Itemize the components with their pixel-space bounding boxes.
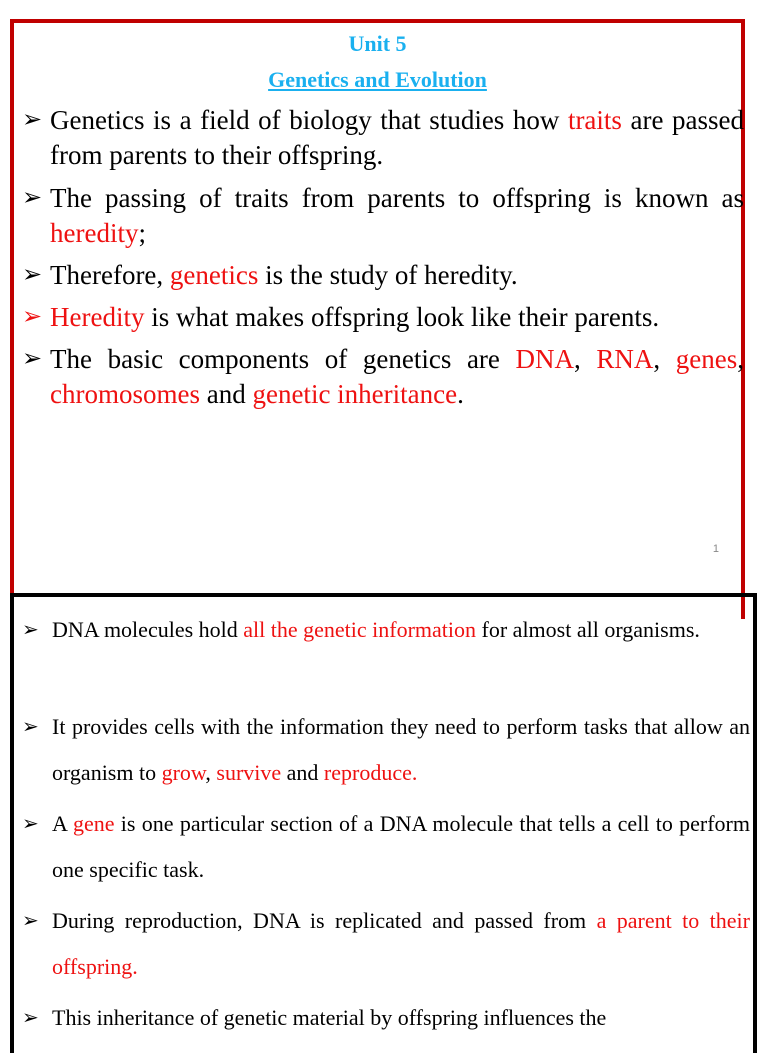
- text-segment: It provides cells with the information they need to perform tasks that allow an organism to: [52, 714, 750, 785]
- text-segment: and: [199, 379, 253, 409]
- bullet-item: [22, 898, 750, 990]
- slide-1: [10, 19, 745, 619]
- text-segment: ;: [138, 218, 146, 248]
- highlighted-term: grow: [161, 760, 206, 785]
- bullet-item: [22, 607, 750, 653]
- bullet-text: [50, 103, 744, 173]
- bullet-text: [50, 342, 744, 412]
- highlighted-term: traits: [567, 105, 622, 135]
- highlighted-term: RNA: [596, 344, 654, 374]
- highlighted-term: genetic inheritance: [252, 379, 458, 409]
- bullet-text: [52, 995, 750, 1041]
- arrow-bullet-icon: ➢: [22, 1007, 39, 1029]
- text-segment: Genetics is a field of biology that studies how: [50, 105, 568, 135]
- highlighted-term: all the genetic information: [243, 617, 477, 642]
- bullet-item: [22, 704, 750, 796]
- highlighted-term: a parent to their offspring.: [52, 908, 750, 979]
- arrow-bullet-icon: ➢: [22, 813, 39, 835]
- text-segment: and: [281, 760, 324, 785]
- highlighted-term: survive: [216, 760, 282, 785]
- arrow-bullet-icon: ➢: [22, 910, 39, 932]
- text-segment: are passed from parents to their offspring.: [50, 105, 744, 170]
- highlighted-term: DNA: [515, 344, 575, 374]
- text-segment: This inheritance of genetic material by offspring influences the: [52, 1005, 607, 1030]
- bullet-item: [22, 801, 750, 893]
- text-segment: is what makes offspring look like their parents.: [144, 302, 660, 332]
- bullet-item: [22, 181, 744, 251]
- text-segment: ,: [205, 760, 217, 785]
- text-segment: DNA molecules hold: [52, 617, 244, 642]
- text-segment: The passing of traits from parents to offspring is known as: [50, 183, 744, 213]
- text-segment: ,: [574, 344, 597, 374]
- highlighted-term: genes: [675, 344, 738, 374]
- bullet-item: [22, 258, 744, 293]
- bullet-text: [50, 258, 744, 293]
- highlighted-term: gene: [72, 811, 115, 836]
- unit-title: Unit 5: [348, 31, 407, 56]
- bullet-item: [22, 103, 744, 173]
- bullet-text: [52, 898, 750, 990]
- arrow-bullet-icon: ➢: [22, 716, 39, 738]
- arrow-bullet-icon: ➢: [22, 185, 43, 211]
- bullet-text: [52, 801, 750, 893]
- text-segment: The basic components of genetics are: [50, 344, 516, 374]
- text-segment: Therefore,: [50, 260, 170, 290]
- arrow-bullet-icon: ➢: [22, 107, 43, 133]
- bullet-item: [22, 995, 750, 1041]
- page-number: 1: [712, 543, 719, 555]
- text-segment: ,: [737, 344, 745, 374]
- arrow-bullet-icon: ➢: [22, 346, 43, 372]
- arrow-bullet-icon: ➢: [22, 304, 43, 330]
- arrow-bullet-icon: ➢: [22, 619, 39, 641]
- bullet-item: [22, 342, 744, 412]
- text-segment: ,: [653, 344, 676, 374]
- text-segment: A: [52, 811, 73, 836]
- bullet-text: [50, 181, 744, 251]
- text-segment: is the study of heredity.: [258, 260, 518, 290]
- highlighted-term: genetics: [169, 260, 259, 290]
- slide-2: [10, 593, 757, 1053]
- text-segment: is one particular section of a DNA molecule that tells a cell to perform one specific task.: [52, 811, 750, 882]
- bullet-text: [50, 300, 744, 335]
- arrow-bullet-icon: ➢: [22, 262, 43, 288]
- bullet-text: [52, 607, 750, 653]
- text-segment: .: [457, 379, 464, 409]
- highlighted-term: heredity: [50, 218, 139, 248]
- highlighted-term: reproduce.: [323, 760, 418, 785]
- slide-heading: Genetics and Evolution: [268, 67, 487, 92]
- highlighted-term: Heredity: [50, 302, 145, 332]
- bullet-text: [52, 704, 750, 796]
- bullet-item: [22, 300, 744, 335]
- text-segment: for almost all organisms.: [476, 617, 700, 642]
- highlighted-term: chromosomes: [50, 379, 200, 409]
- text-segment: During reproduction, DNA is replicated and passed from: [52, 908, 597, 933]
